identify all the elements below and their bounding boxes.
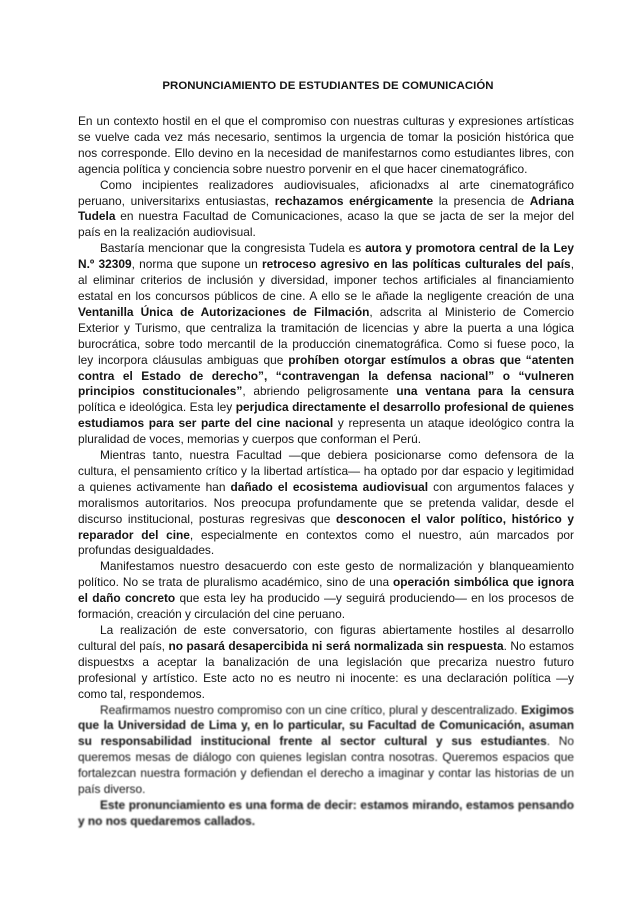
text-run: Como incipientes realizadores audiovisuales, aficionadxs al arte cinematográfico peruano, universitarixs entusiastas, — [78, 177, 574, 208]
body-paragraph — [78, 559, 574, 623]
text-run: Manifestamos nuestro desacuerdo con este gesto de normalización y blanqueamiento político. No se trata de pluralismo académico, sino de una — [78, 559, 574, 590]
text-run: con argumentos falaces y moralismos autoritarios. Nos preocupa profundamente que se pretenda validar, desde el discurso institucional, posturas regresivas que — [78, 479, 574, 526]
bold-text-run: dañado el ecosistema audiovisual — [230, 479, 429, 494]
document-body — [78, 114, 574, 830]
text-run: , al eliminar criterios de inclusión y diversidad, imponer techos artificiales al financiamiento estatal en los concursos públicos de cine. A ello se le añade la negligente creación de una — [78, 257, 574, 303]
text-run: que esta ley ha producido —y seguirá produciendo— en los procesos de formación, creación y circulación del cine peruano. — [78, 591, 574, 622]
text-run: La realización de este conversatorio, con figuras abiertamente hostiles al desarrollo cultural del país, — [78, 623, 574, 653]
text-run: En un contexto hostil en el que el compromiso con nuestras culturas y expresiones artísticas se vuelve cada vez más necesario, sentimos la urgencia de tomar la posición histórica que nos corresponde. Ello devino en la necesidad de manifestarnos como estudiantes libres, con agencia política y conciencia sobre nuestro porvenir en el que hacer cinematográfico. — [78, 114, 574, 176]
body-paragraph — [78, 798, 574, 830]
bold-text-run: Exigimos que la Universidad de Lima y, en lo particular, su Facultad de Comunicación, asuman su responsabilidad institucional frente al sector cultural y sus estudiantes — [78, 702, 574, 749]
body-paragraph — [78, 178, 574, 242]
text-run: . No estamos dispuestxs a aceptar la banalización de una legislación que precariza nuestro futuro profesional y artístico. Este acto no es neutro ni inocente: es una declaración política —y como tal, respondemos. — [78, 638, 574, 701]
bold-text-run: prohíben otorgar estímulos a obras que “atenten contra el Estado de derecho”, “contravengan la defensa nacional” o “vulneren principios constitucionales” — [78, 352, 574, 399]
bold-text-run: perjudica directamente el desarrollo profesional de quienes estudiamos para ser parte del cine nacional — [78, 400, 574, 431]
text-run: Mientras tanto, nuestra Facultad —que debiera posicionarse como defensora de la cultura, el pensamiento crítico y la libertad artística— ha optado por dar espacio y legitimidad a quienes activamente han — [78, 448, 574, 494]
text-run: Reafirmamos nuestro compromiso con un cine crítico, plural y descentralizado. — [100, 702, 522, 717]
text-run: en nuestra Facultad de Comunicaciones, acaso la que se jacta de ser la mejor del país en la realización audiovisual. — [78, 209, 574, 240]
document-title: PRONUNCIAMIENTO DE ESTUDIANTES DE COMUNICACIÓN — [162, 80, 494, 92]
text-run: , especialmente en contextos como el nuestro, aún marcados por profundas desigualdades. — [78, 527, 575, 558]
bold-text-run: desconocen el valor político, histórico y reparador del cine — [78, 511, 574, 542]
text-run: Bastaría mencionar que la congresista Tudela es — [100, 241, 366, 256]
bold-text-run: autora y promotora central de la Ley N.º 32309 — [78, 241, 574, 272]
bold-text-run: Este pronunciamiento es una forma de decir: estamos mirando, estamos pensando y no nos quedaremos callados. — [78, 797, 574, 828]
bold-text-run: no pasará desapercibida ni será normalizada sin respuesta — [168, 638, 504, 653]
text-run: , norma que supone un — [131, 257, 262, 272]
text-run: la presencia de — [433, 193, 530, 208]
bold-text-run: retroceso agresivo en las políticas culturales del país — [261, 257, 571, 272]
bold-text-run: rechazamos enérgicamente — [274, 193, 434, 208]
body-paragraph — [78, 114, 574, 178]
bold-text-run: Ventanilla Única de Autorizaciones de Filmación — [78, 304, 370, 319]
bold-text-run: operación simbólica que ignora el daño concreto — [78, 575, 574, 606]
bold-text-run: Adriana Tudela — [78, 193, 574, 224]
text-run: política e ideológica. Esta ley — [78, 400, 236, 415]
body-paragraph — [78, 448, 574, 559]
text-run: , adscrita al Ministerio de Comercio Exterior y Turismo, que centraliza la tramitación de licencias y abre la puerta a una lógica burocrática, sobre todo mercantil de la producción cinematográfica. Como si fuese poco, la ley incorpora cláusulas ambiguas que — [78, 304, 574, 367]
text-run: . No queremos mesas de diálogo con quienes legislan contra nosotras. Queremos espacios que fortalezcan nuestra formación y defiendan el derecho a imaginar y contar las historias de un país diverso. — [78, 734, 575, 797]
body-paragraph — [78, 703, 574, 798]
text-run: , abriendo peligrosamente — [242, 384, 397, 399]
body-paragraph — [78, 623, 574, 703]
text-run: y representa un ataque ideológico contra la pluralidad de voces, memorias y cuerpos que conforman el Perú. — [78, 416, 574, 447]
bold-text-run: una ventana para la censura — [396, 384, 574, 399]
body-paragraph — [78, 241, 574, 448]
